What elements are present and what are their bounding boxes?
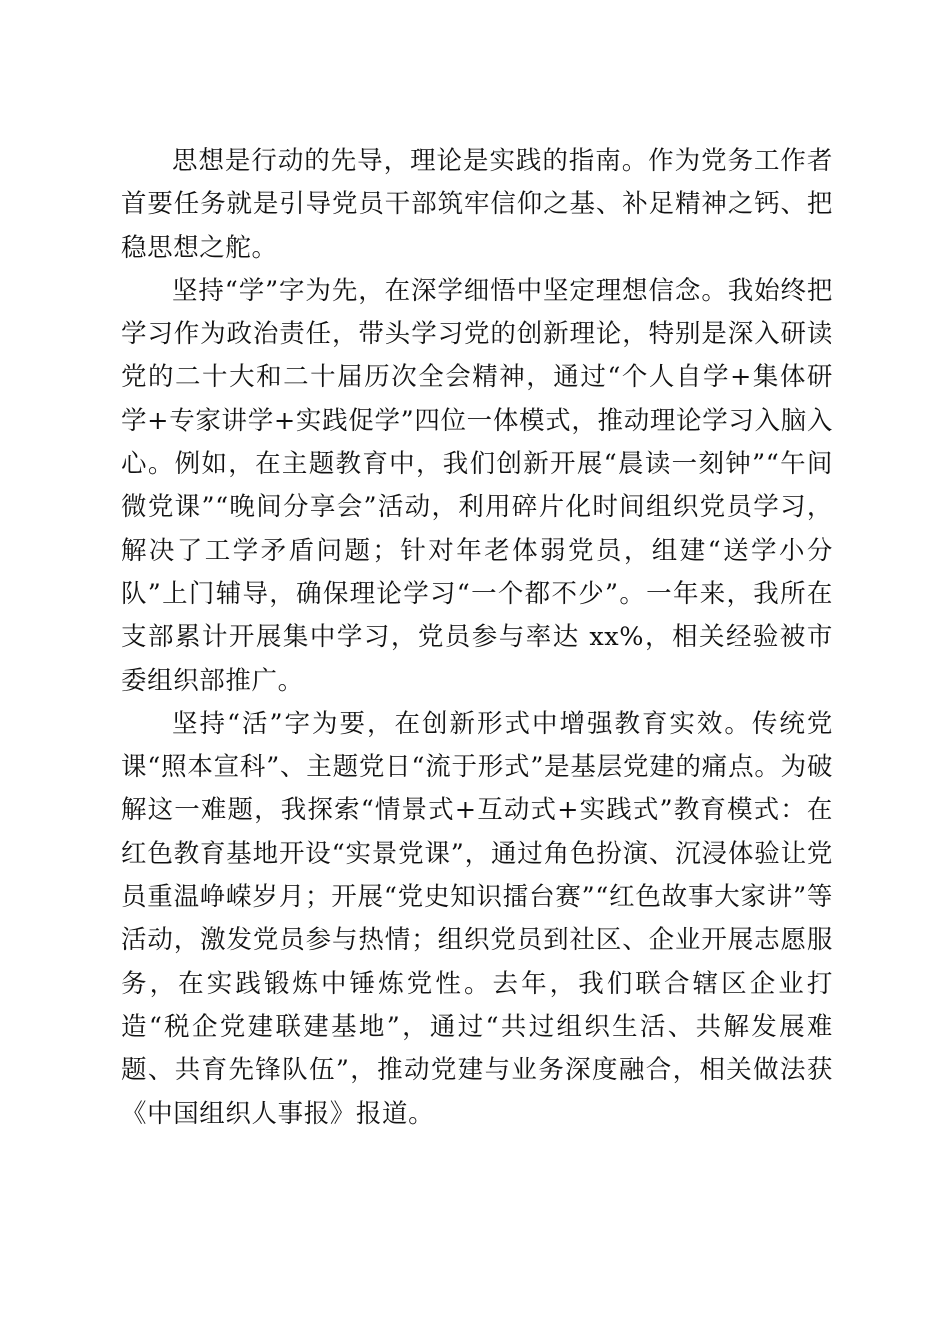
paragraph-3: 坚持“活”字为要，在创新形式中增强教育实效。传统党课“照本宣科”、主题党日“流于形式”是基层党建的痛点。为破解这一难题，我探索“情景式+互动式+实践式”教育模式：在红色教育基地开设“实景党课”，通过角色扮演、沉浸体验让党员重温峥嵘岁月；开展“党史知识擂台赛”“红色故事大家讲”等活动，激发党员参与热情；组织党员到社区、企业开展志愿服务，在实践锻炼中锤炼党性。去年，我们联合辖区企业打造“税企党建联建基地”，通过“共过组织生活、共解发展难题、共育先锋队伍”，推动党建与业务深度融合，相关做法获《中国组织人事报》报道。 xyxy=(121,708,833,1129)
paragraph-2: 坚持“学”字为先，在深学细悟中坚定理想信念。我始终把学习作为政治责任，带头学习党的创新理论，特别是深入研读党的二十大和二十届历次全会精神，通过“个人自学+集体研学+专家讲学+实践促学”四位一体模式，推动理论学习入脑入心。例如，在主题教育中，我们创新开展“晨读一刻钟”“午间微党课”“晚间分享会”活动，利用碎片化时间组织党员学习，解决了工学矛盾问题；针对年老体弱党员，组建“送学小分队”上门辅导，确保理论学习“一个都不少”。一年来，我所在支部累计开展集中学习，党员参与率达 xx%，相关经验被市委组织部推广。 xyxy=(121,275,833,696)
document-body xyxy=(121,140,833,1136)
paragraph-1: 思想是行动的先导，理论是实践的指南。作为党务工作者首要任务就是引导党员干部筑牢信仰之基、补足精神之钙、把稳思想之舵。 xyxy=(121,146,833,263)
